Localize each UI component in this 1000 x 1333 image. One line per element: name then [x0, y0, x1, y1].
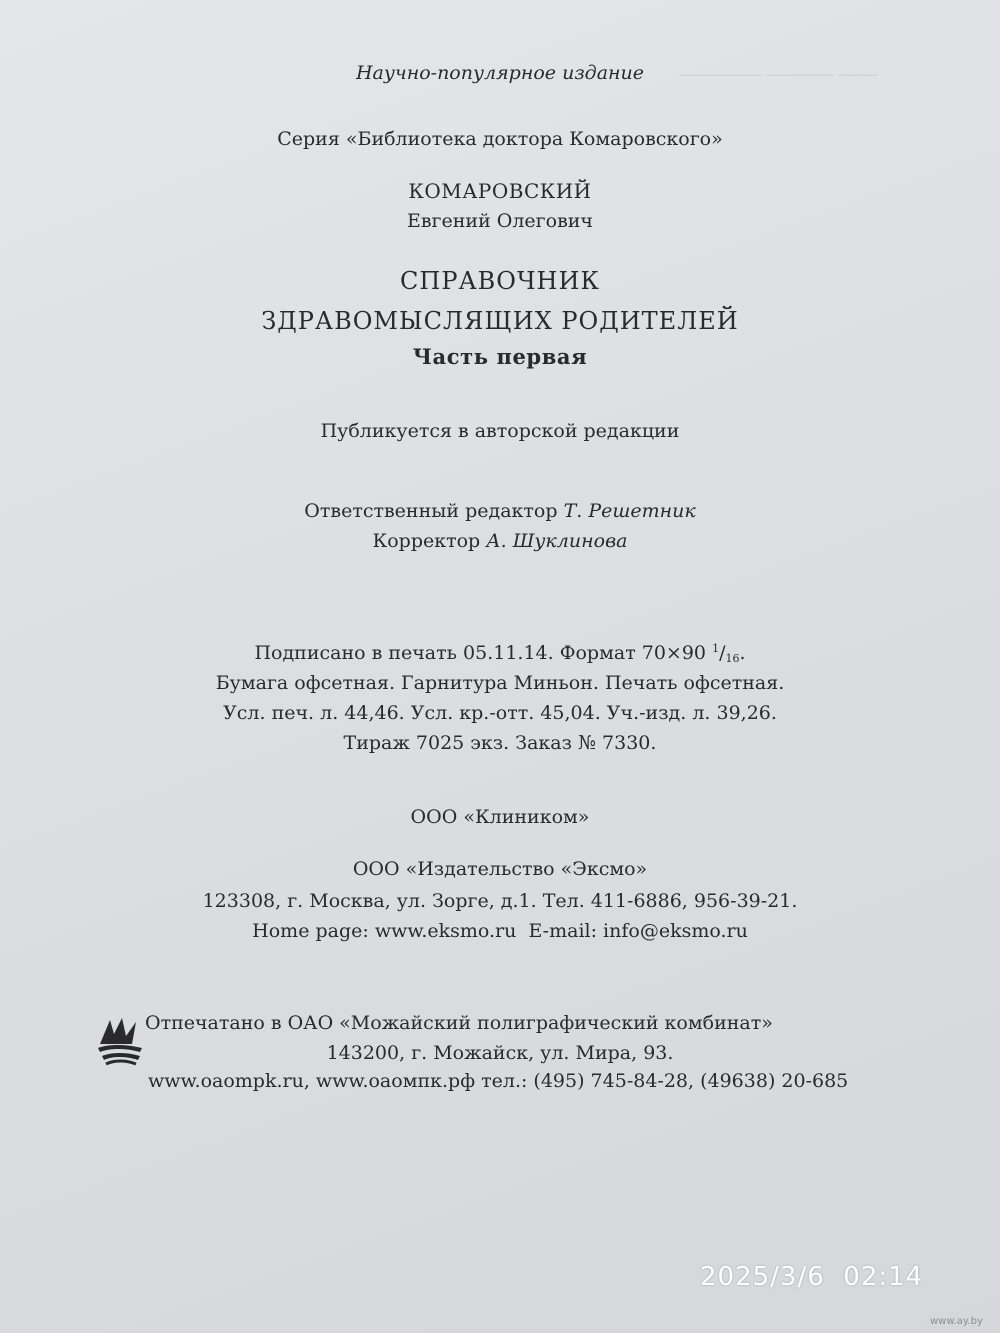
format-numerator: 1 — [712, 642, 720, 655]
printer-line1: Отпечатано в ОАО «Можайский полиграфический комбинат» — [145, 1012, 773, 1034]
proofreader-label: Корректор — [372, 530, 481, 552]
format-denominator: 16 — [725, 652, 740, 665]
publisher-eksmo-web: Home page: www.eksmo.ru E-mail: info@eksmo.ru — [252, 920, 748, 942]
edition-note: Публикуется в авторской редакции — [320, 420, 680, 442]
format-slash: / — [719, 642, 726, 664]
printer-address: 143200, г. Можайск, ул. Мира, 93. — [326, 1042, 674, 1064]
proofreader-name: А. Шуклинова — [486, 530, 628, 552]
book-part: Часть первая — [412, 344, 588, 369]
publisher-klinikom: ООО «Клиником» — [410, 806, 590, 828]
book-title-line2: ЗДРАВОМЫСЛЯЩИХ РОДИТЕЛЕЙ — [261, 307, 739, 335]
author-surname: КОМАРОВСКИЙ — [408, 179, 592, 203]
publication-type: Научно-популярное издание — [355, 62, 645, 84]
editor-name: Т. Решетник — [563, 500, 696, 522]
publisher-eksmo-name: ООО «Издательство «Эксмо» — [352, 858, 648, 880]
photo-timestamp: 2025/3/6 02:14 — [700, 1262, 924, 1292]
signed-for-print-line — [0, 636, 1000, 672]
show-through-background: ────── ───── ─── — [680, 65, 878, 86]
editor-line — [0, 498, 1000, 524]
print-run-line: Тираж 7025 экз. Заказ № 7330. — [343, 732, 657, 754]
series-line: Серия «Библиотека доктора Комаровского» — [277, 128, 723, 150]
proofreader-line — [0, 528, 1000, 554]
publisher-eksmo-address: 123308, г. Москва, ул. Зорге, д.1. Тел. 411-6886, 956-39-21. — [202, 890, 798, 912]
format-end: . — [739, 642, 746, 664]
editor-label: Ответственный редактор — [304, 500, 558, 522]
book-title-line1: СПРАВОЧНИК — [400, 267, 600, 295]
sheets-info-line: Усл. печ. л. 44,46. Усл. кр.-отт. 45,04. Уч.-изд. л. 39,26. — [223, 702, 777, 724]
paper-info-line: Бумага офсетная. Гарнитура Миньон. Печать офсетная. — [215, 672, 785, 694]
author-name: Евгений Олегович — [406, 210, 593, 232]
signed-for-print-text: Подписано в печать 05.11.14. Формат 70×90 — [254, 642, 707, 664]
printer-contacts: www.oaompk.ru, www.оаомпк.рф тел.: (495) 745-84-28, (49638) 20-685 — [148, 1070, 849, 1092]
site-watermark: www.ay.by — [930, 1316, 983, 1327]
